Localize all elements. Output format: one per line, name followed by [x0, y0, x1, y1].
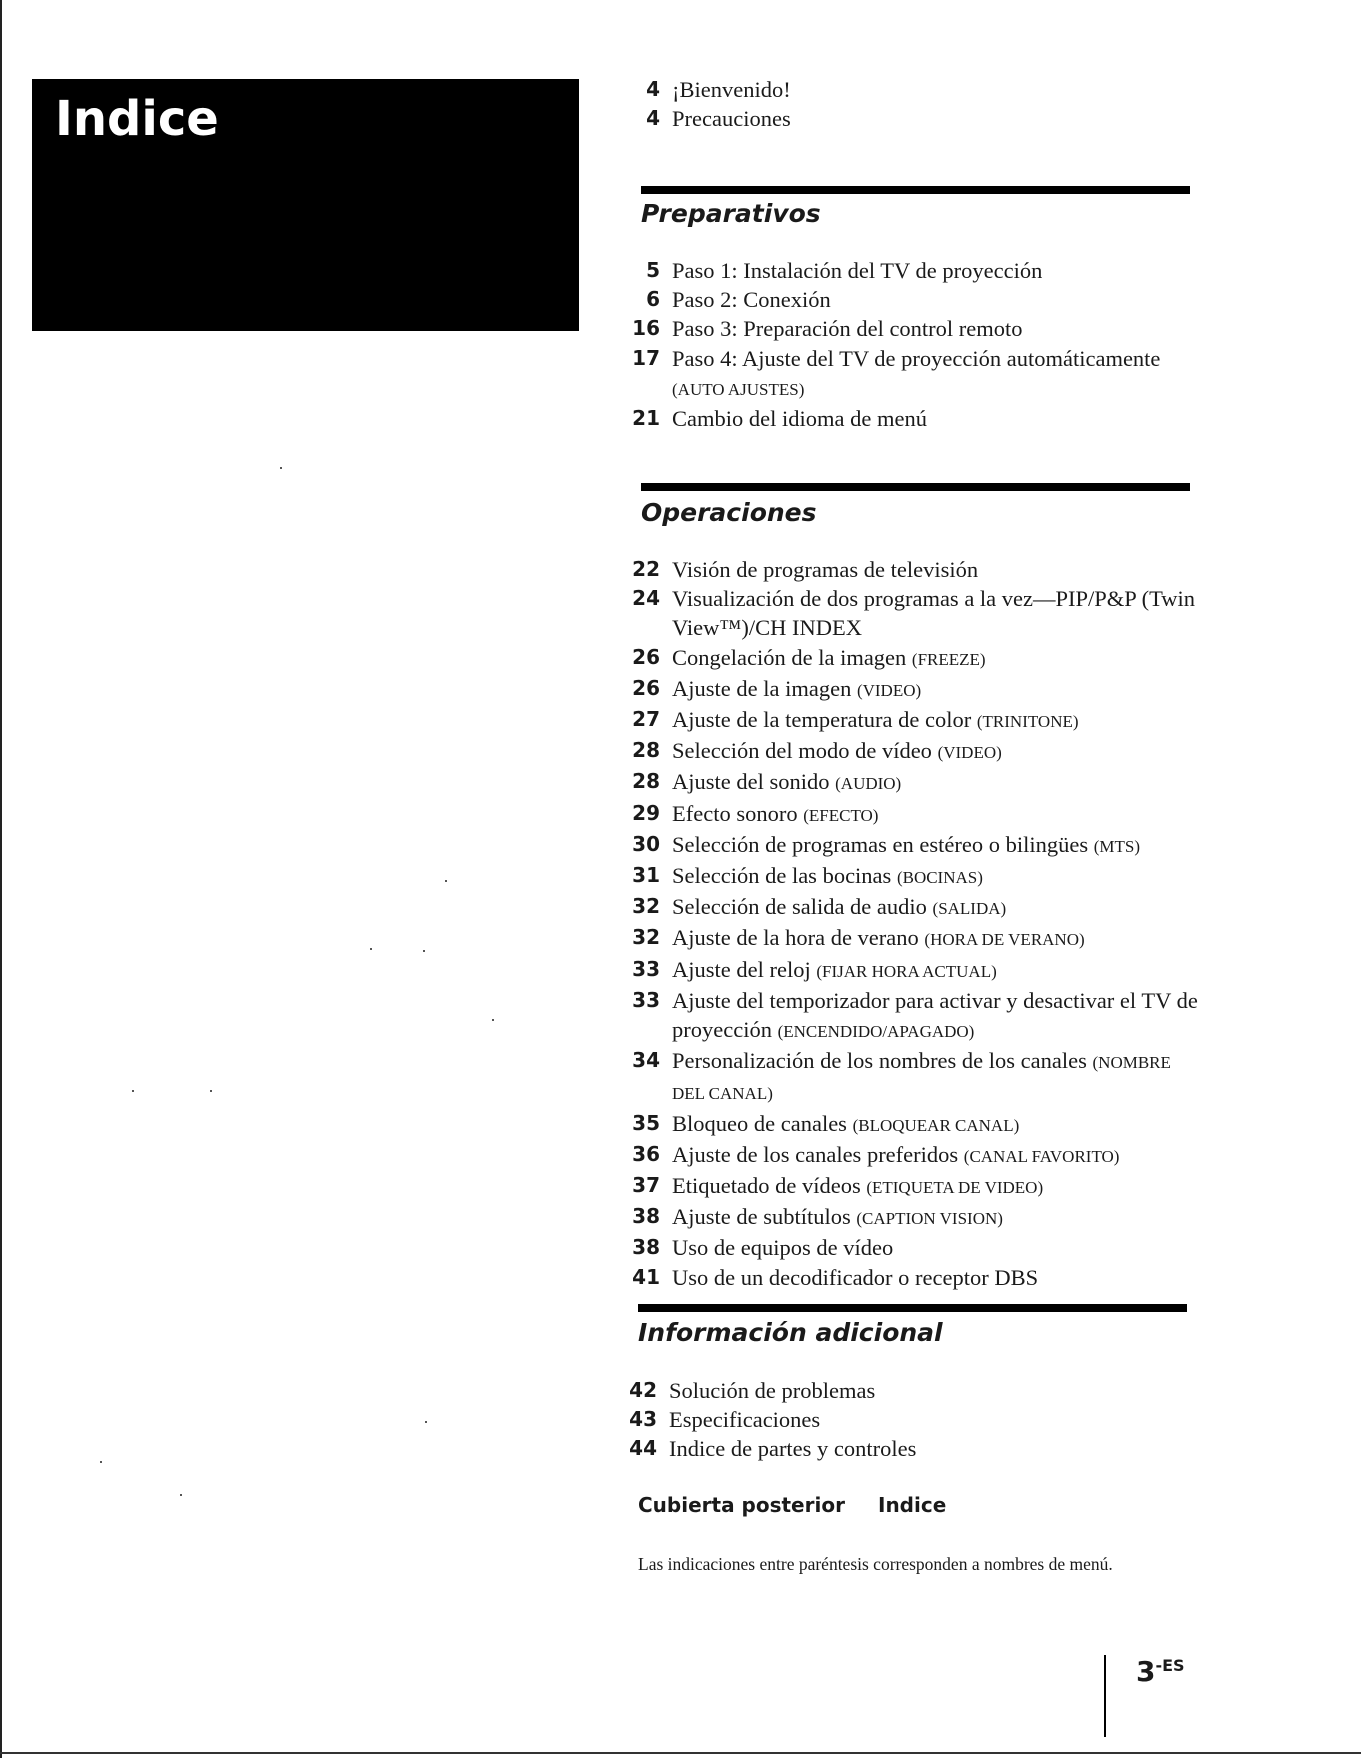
toc-page-number: 16 [632, 316, 660, 341]
toc-page-number: 43 [629, 1407, 657, 1432]
toc-entry-title: Paso 4: Ajuste del TV de proyección automáticamente [672, 345, 1161, 371]
toc-entry-text [672, 1046, 1200, 1108]
toc-entry-title: Indice de partes y controles [669, 1436, 917, 1462]
toc-entry-title: Ajuste de la temperatura de color [672, 707, 972, 733]
toc-entry-text [672, 1263, 1200, 1292]
operaciones-list [630, 555, 1200, 1292]
toc-page-number: 28 [632, 738, 660, 763]
toc-entry [630, 1233, 1200, 1262]
toc-page-number: 35 [632, 1110, 660, 1135]
toc-entry [630, 314, 1200, 343]
toc-entry-text [672, 1109, 1200, 1140]
scan-speck [423, 950, 425, 952]
toc-page-number: 28 [632, 769, 660, 794]
toc-entry [630, 404, 1200, 433]
back-cover-value: Indice [878, 1493, 947, 1517]
toc-entry [627, 1434, 1197, 1463]
toc-entry-text [672, 1233, 1200, 1262]
toc-entry [630, 285, 1200, 314]
back-cover-label: Cubierta posterior [638, 1493, 845, 1517]
toc-page-number: 44 [629, 1436, 657, 1461]
toc-entry [630, 584, 1200, 642]
toc-entry-text [672, 767, 1200, 798]
toc-entry-title: Etiquetado de vídeos [672, 1173, 861, 1199]
toc-entry [630, 555, 1200, 584]
toc-entry-title: Ajuste de la hora de verano [672, 925, 919, 951]
toc-entry [630, 1171, 1200, 1202]
page-number-value: 3 [1136, 1655, 1156, 1688]
toc-menu-name: (MTS) [1093, 836, 1141, 856]
toc-entry-title: Cambio del idioma de menú [672, 406, 927, 432]
toc-entry-title: Visualización de dos programas a la vez—PIP/P&P (Twin View™)/CH INDEX [672, 586, 1196, 641]
toc-page-number: 31 [632, 863, 660, 888]
page-bottom-edge [0, 1752, 1361, 1754]
section-rule [641, 483, 1190, 491]
toc-page-number: 24 [632, 586, 660, 611]
toc-page-number: 26 [632, 644, 660, 669]
page-number-suffix: -ES [1155, 1656, 1185, 1675]
toc-entry-title: Paso 3: Preparación del control remoto [672, 316, 1023, 342]
toc-page-number: 42 [629, 1378, 657, 1402]
toc-entry-text [672, 1140, 1200, 1171]
section-title-preparativos: Preparativos [641, 199, 821, 228]
scan-speck [370, 948, 372, 950]
toc-entry-text [672, 892, 1200, 923]
toc-entry-text [672, 104, 1200, 133]
toc-menu-name: (TRINITONE) [976, 712, 1079, 732]
toc-menu-name: (ETIQUETA DE VIDEO) [866, 1178, 1044, 1198]
toc-page-number: 33 [632, 987, 660, 1012]
scan-speck [100, 1461, 102, 1463]
toc-page-number: 27 [632, 707, 660, 732]
toc-entry-title: Selección del modo de vídeo [672, 738, 932, 764]
toc-menu-name: (AUTO AJUSTES) [672, 379, 805, 399]
toc-entry-title: Uso de equipos de vídeo [672, 1235, 894, 1261]
toc-entry-title: Congelación de la imagen [672, 644, 907, 670]
section-title-operaciones: Operaciones [641, 498, 817, 527]
toc-page-number: 29 [632, 800, 660, 825]
toc-entry [630, 986, 1200, 1046]
toc-menu-name: (FREEZE) [911, 649, 986, 669]
toc-entry-text [672, 314, 1200, 343]
toc-entry [630, 1263, 1200, 1292]
toc-entry-title: Personalización de los nombres de los canales [672, 1048, 1087, 1074]
toc-entry [630, 861, 1200, 892]
toc-entry-text [672, 643, 1200, 674]
toc-entry [630, 104, 1200, 133]
toc-page-number: 41 [632, 1264, 660, 1289]
toc-entry-title: Paso 1: Instalación del TV de proyección [672, 258, 1043, 283]
toc-page-number: 38 [632, 1204, 660, 1229]
toc-entry [630, 75, 1200, 104]
toc-page-number: 6 [646, 287, 660, 312]
toc-entry-title: Selección de salida de audio [672, 894, 927, 920]
scan-speck [445, 880, 447, 882]
toc-entry-title: Visión de programas de televisión [672, 557, 979, 582]
toc-entry-text [672, 1202, 1200, 1233]
toc-entry-title: Ajuste del reloj [672, 956, 811, 982]
toc-entry-title: Ajuste del sonido [672, 769, 830, 795]
toc-entry [627, 1405, 1197, 1434]
toc-entry [630, 923, 1200, 954]
toc-entry-text [672, 986, 1200, 1046]
toc-entry [630, 1202, 1200, 1233]
toc-entry-text [672, 1171, 1200, 1202]
toc-entry-title: Ajuste de los canales preferidos [672, 1141, 959, 1167]
toc-entry-title: ¡Bienvenido! [672, 77, 791, 102]
toc-page-number: 30 [632, 831, 660, 856]
toc-page-number: 33 [632, 956, 660, 981]
section-title-informacion: Información adicional [638, 1318, 943, 1347]
toc-entry-text [672, 705, 1200, 736]
toc-entry [630, 799, 1200, 830]
toc-entry-title: Selección de programas en estéreo o bilingües [672, 831, 1089, 857]
toc-entry-title: Solución de problemas [669, 1378, 876, 1403]
page-number-bar [1104, 1655, 1106, 1737]
toc-entry-text [672, 344, 1200, 404]
toc-entry-text [669, 1434, 1197, 1463]
toc-entry [630, 1046, 1200, 1108]
toc-menu-name: (AUDIO) [835, 774, 902, 794]
toc-entry-title: Uso de un decodificador o receptor DBS [672, 1264, 1039, 1290]
toc-entry [630, 256, 1200, 285]
footnote: Las indicaciones entre paréntesis corresponden a nombres de menú. [638, 1554, 1113, 1574]
scan-speck [180, 1494, 182, 1496]
scan-speck [132, 1090, 134, 1092]
toc-page-number: 17 [632, 345, 660, 370]
toc-entry [627, 1376, 1197, 1405]
toc-entry-title: Ajuste de subtítulos [672, 1204, 851, 1230]
toc-entry-title: Efecto sonoro [672, 800, 798, 826]
toc-page-number: 4 [646, 106, 660, 131]
back-cover-line [638, 1493, 946, 1517]
scan-speck [425, 1421, 427, 1423]
informacion-list [627, 1376, 1197, 1464]
toc-entry [630, 674, 1200, 705]
toc-page-number: 4 [646, 77, 660, 101]
toc-page-number: 32 [632, 925, 660, 950]
toc-entry-text [672, 923, 1200, 954]
toc-menu-name: (CANAL FAVORITO) [963, 1146, 1120, 1166]
toc-entry [630, 1140, 1200, 1171]
toc-menu-name: (VIDEO) [856, 680, 922, 700]
toc-entry-text [672, 799, 1200, 830]
toc-entry [630, 767, 1200, 798]
title-block [32, 79, 579, 331]
toc-entry-title: Paso 2: Conexión [672, 287, 831, 313]
toc-page-number: 37 [632, 1173, 660, 1198]
toc-entry [630, 736, 1200, 767]
toc-entry-text [672, 285, 1200, 314]
toc-entry-text [672, 674, 1200, 705]
intro-list [630, 75, 1200, 133]
toc-page-number: 36 [632, 1141, 660, 1166]
toc-entry-text [672, 736, 1200, 767]
toc-menu-name: (EFECTO) [803, 805, 879, 825]
toc-entry-title: Ajuste de la imagen [672, 675, 852, 701]
toc-entry [630, 955, 1200, 986]
toc-entry [630, 892, 1200, 923]
toc-entry-text [672, 404, 1200, 433]
toc-entry-text [672, 256, 1200, 285]
toc-page-number: 38 [632, 1235, 660, 1260]
toc-entry-text [669, 1376, 1197, 1405]
scan-speck [492, 1019, 494, 1021]
toc-entry [630, 643, 1200, 674]
scan-speck [210, 1090, 212, 1092]
toc-menu-name: (CAPTION VISION) [856, 1209, 1003, 1229]
toc-menu-name: (VIDEO) [937, 743, 1002, 763]
toc-menu-name: (BOCINAS) [896, 868, 983, 888]
toc-page-number: 34 [632, 1048, 660, 1073]
toc-entry-text [672, 75, 1200, 104]
toc-menu-name: (HORA DE VERANO) [924, 930, 1085, 950]
toc-page-number: 32 [632, 894, 660, 919]
scan-speck [280, 467, 282, 469]
section-rule [638, 1304, 1187, 1312]
toc-entry-text [669, 1405, 1197, 1434]
toc-page-number: 22 [632, 557, 660, 581]
toc-menu-name: (SALIDA) [932, 899, 1007, 919]
toc-page-number: 21 [632, 406, 660, 431]
toc-page-number: 5 [646, 258, 660, 282]
toc-entry-text [672, 861, 1200, 892]
toc-entry [630, 344, 1200, 404]
toc-entry-title: Especificaciones [669, 1407, 821, 1433]
toc-entry-title: Precauciones [672, 106, 791, 132]
preparativos-list [630, 256, 1200, 433]
page-number [1136, 1655, 1185, 1688]
toc-entry-text [672, 555, 1200, 584]
toc-menu-name: (BLOQUEAR CANAL) [852, 1115, 1020, 1135]
toc-entry [630, 705, 1200, 736]
page-left-edge [0, 0, 2, 1758]
toc-entry-title: Selección de las bocinas [672, 863, 892, 889]
toc-entry-text [672, 584, 1200, 642]
toc-menu-name: (NOMBRE DEL CANAL) [672, 1053, 1171, 1104]
section-rule [641, 186, 1190, 194]
toc-entry [630, 830, 1200, 861]
toc-entry-text [672, 955, 1200, 986]
toc-entry-text [672, 830, 1200, 861]
toc-page-number: 26 [632, 675, 660, 700]
toc-menu-name: (ENCENDIDO/APAGADO) [777, 1022, 975, 1042]
toc-entry [630, 1109, 1200, 1140]
toc-menu-name: (FIJAR HORA ACTUAL) [816, 961, 997, 981]
page-title: Indice [55, 91, 219, 147]
toc-entry-title: Bloqueo de canales [672, 1110, 847, 1136]
toc-entry-title: Ajuste del temporizador para activar y desactivar el TV de proyección [672, 987, 1198, 1043]
